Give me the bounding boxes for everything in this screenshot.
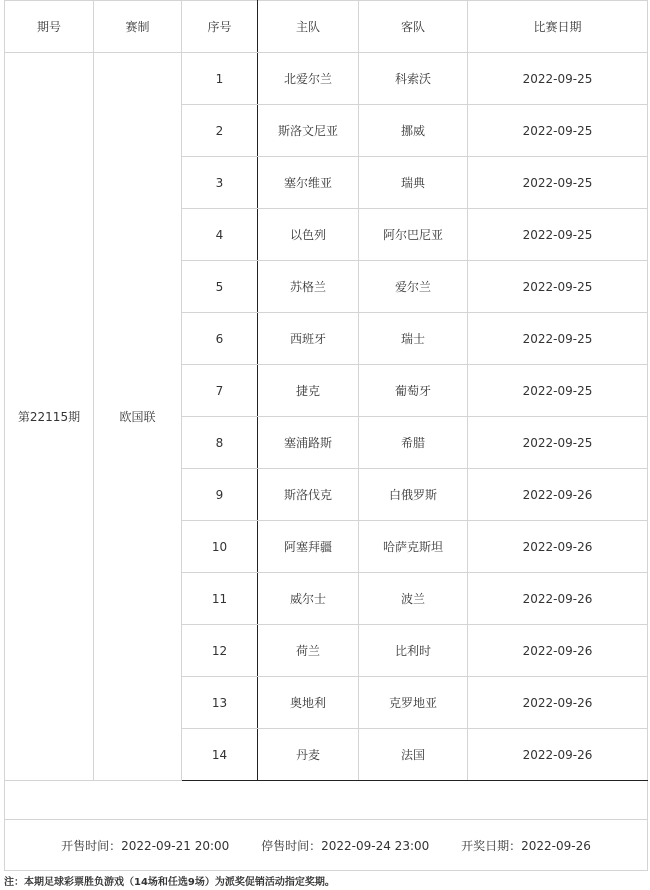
match-number: 6 (182, 313, 258, 365)
col-header-away: 客队 (359, 1, 468, 53)
home-team: 奥地利 (258, 677, 359, 729)
away-team: 瑞士 (359, 313, 468, 365)
match-date: 2022-09-25 (468, 53, 648, 105)
home-team: 塞尔维亚 (258, 157, 359, 209)
match-number: 1 (182, 53, 258, 105)
away-team: 科索沃 (359, 53, 468, 105)
away-team: 挪威 (359, 105, 468, 157)
match-number: 12 (182, 625, 258, 677)
away-team: 白俄罗斯 (359, 469, 468, 521)
col-header-home: 主队 (258, 1, 359, 53)
home-team: 苏格兰 (258, 261, 359, 313)
match-date: 2022-09-26 (468, 469, 648, 521)
col-header-format: 赛制 (94, 1, 182, 53)
col-header-number: 序号 (182, 1, 258, 53)
home-team: 北爱尔兰 (258, 53, 359, 105)
home-team: 以色列 (258, 209, 359, 261)
home-team: 捷克 (258, 365, 359, 417)
away-team: 阿尔巴尼亚 (359, 209, 468, 261)
home-team: 丹麦 (258, 729, 359, 781)
match-number: 9 (182, 469, 258, 521)
sale-start-time: 开售时间：2022-09-21 20:00 (61, 838, 230, 853)
match-date: 2022-09-26 (468, 677, 648, 729)
away-team: 比利时 (359, 625, 468, 677)
match-number: 3 (182, 157, 258, 209)
home-team: 斯洛文尼亚 (258, 105, 359, 157)
home-team: 斯洛伐克 (258, 469, 359, 521)
draw-date: 开奖日期：2022-09-26 (461, 838, 591, 853)
times-cell (5, 820, 648, 871)
schedule-table (4, 0, 648, 871)
blank-row (5, 781, 648, 820)
col-header-date: 比赛日期 (468, 1, 648, 53)
match-date: 2022-09-26 (468, 521, 648, 573)
col-header-period: 期号 (5, 1, 94, 53)
match-date: 2022-09-26 (468, 573, 648, 625)
period-cell: 第22115期 (5, 53, 94, 781)
match-number: 8 (182, 417, 258, 469)
match-row (5, 53, 648, 105)
home-team: 威尔士 (258, 573, 359, 625)
away-team: 哈萨克斯坦 (359, 521, 468, 573)
match-number: 7 (182, 365, 258, 417)
times-row (5, 820, 648, 871)
away-team: 克罗地亚 (359, 677, 468, 729)
match-date: 2022-09-26 (468, 625, 648, 677)
match-date: 2022-09-25 (468, 209, 648, 261)
sale-stop-time: 停售时间：2022-09-24 23:00 (261, 838, 430, 853)
match-date: 2022-09-25 (468, 157, 648, 209)
away-team: 爱尔兰 (359, 261, 468, 313)
format-cell: 欧国联 (94, 53, 182, 781)
match-date: 2022-09-25 (468, 313, 648, 365)
footnote: 注：本期足球彩票胜负游戏（14场和任选9场）为派奖促销活动指定奖期。 (4, 877, 335, 888)
away-team: 希腊 (359, 417, 468, 469)
match-date: 2022-09-25 (468, 261, 648, 313)
match-number: 11 (182, 573, 258, 625)
away-team: 法国 (359, 729, 468, 781)
match-date: 2022-09-25 (468, 105, 648, 157)
away-team: 葡萄牙 (359, 365, 468, 417)
home-team: 塞浦路斯 (258, 417, 359, 469)
match-number: 2 (182, 105, 258, 157)
home-team: 荷兰 (258, 625, 359, 677)
match-number: 5 (182, 261, 258, 313)
blank-cell (5, 781, 648, 820)
header-row (5, 1, 648, 53)
match-date: 2022-09-26 (468, 729, 648, 781)
match-date: 2022-09-25 (468, 417, 648, 469)
match-number: 10 (182, 521, 258, 573)
away-team: 波兰 (359, 573, 468, 625)
match-date: 2022-09-25 (468, 365, 648, 417)
match-number: 4 (182, 209, 258, 261)
home-team: 阿塞拜疆 (258, 521, 359, 573)
home-team: 西班牙 (258, 313, 359, 365)
match-number: 13 (182, 677, 258, 729)
match-number: 14 (182, 729, 258, 781)
away-team: 瑞典 (359, 157, 468, 209)
